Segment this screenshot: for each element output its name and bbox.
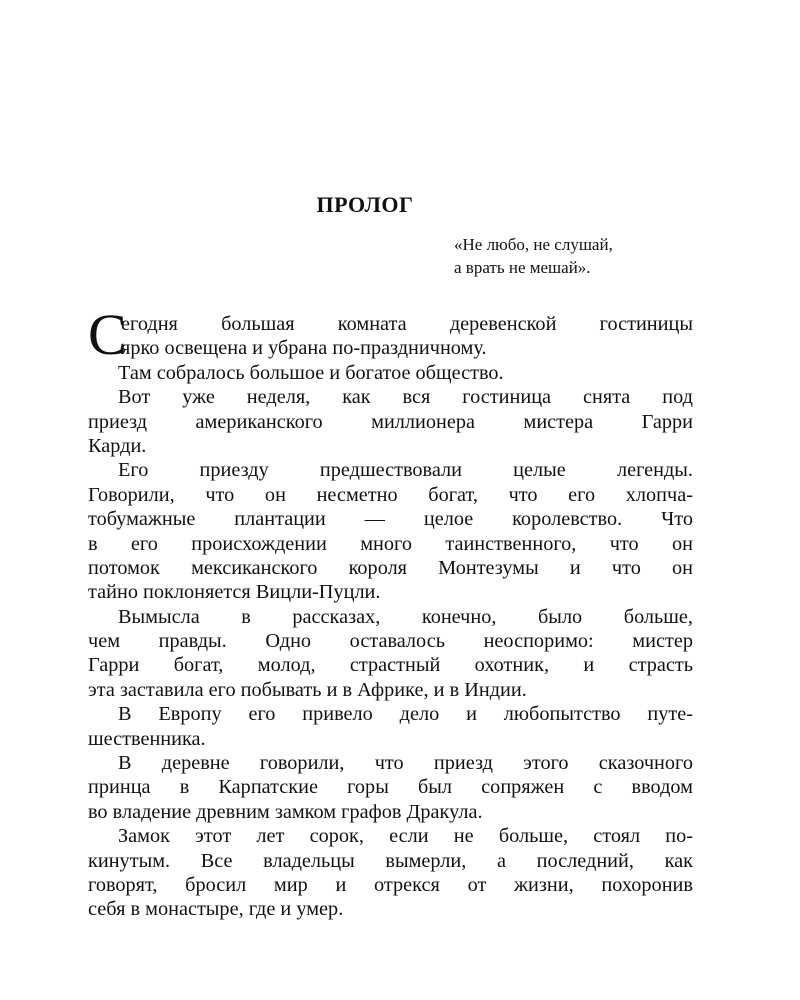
- text-line: Вот уже неделя, как вся гостиница снята под: [118, 386, 693, 409]
- text-line: приезд американского миллионера мистера Гарри: [88, 410, 693, 433]
- text-line: В Европу его привело дело и любопытство путе-: [118, 703, 693, 726]
- drop-cap: С: [88, 302, 127, 367]
- text-line: Его приезду предшествовали целые легенды.: [118, 459, 693, 482]
- epigraph: [454, 233, 754, 279]
- text-line: принца в Карпатские горы был сопряжен с вводом: [88, 776, 693, 799]
- text-line: Там собралось большое и богатое общество.: [118, 361, 504, 384]
- text-line: Говорили, что он несметно богат, что его хлопча-: [88, 483, 693, 506]
- epigraph-line: «Не любо, не слушай,: [454, 235, 613, 254]
- text-line: В деревне говорили, что приезд этого сказочного: [118, 752, 693, 775]
- text-line: говорят, бросил мир и отрекся от жизни, похоронив: [88, 873, 693, 896]
- epigraph-line: а врать не мешай».: [454, 258, 591, 277]
- text-line: себя в монастыре, где и умер.: [88, 898, 344, 921]
- text-line: кинутым. Все владельцы вымерли, а последний, как: [88, 849, 693, 872]
- text-line: ярко освещена и убрана по-праздничному.: [121, 337, 487, 360]
- text-line: Замок этот лет сорок, если не больше, стоял по-: [118, 825, 693, 848]
- text-line: во владение древним замком графов Дракула.: [88, 800, 483, 823]
- text-line: Карди.: [88, 434, 147, 457]
- text-line: в его происхождении много таинственного, что он: [88, 532, 693, 555]
- text-line: егодня большая комната деревенской гостиницы: [121, 313, 693, 335]
- chapter-title: ПРОЛОГ: [316, 192, 414, 217]
- prologue-body: [88, 302, 693, 922]
- text-line: тобумажные плантации — целое королевство. Что: [88, 508, 693, 531]
- text-line: Гарри богат, молод, страстный охотник, и страсть: [88, 654, 693, 677]
- text-line: тайно поклоняется Вицли-Пуцли.: [88, 581, 381, 604]
- first-paragraph-opening: [88, 302, 693, 367]
- text-line: чем правды. Одно оставалось неоспоримо: мистер: [88, 630, 693, 653]
- text-line: Вымысла в рассказах, конечно, было больше,: [118, 605, 693, 628]
- text-line: шественника.: [88, 727, 206, 750]
- text-line: эта заставила его побывать и в Африке, и в Индии.: [88, 678, 527, 701]
- text-line: потомок мексиканского короля Монтезумы и что он: [88, 556, 693, 579]
